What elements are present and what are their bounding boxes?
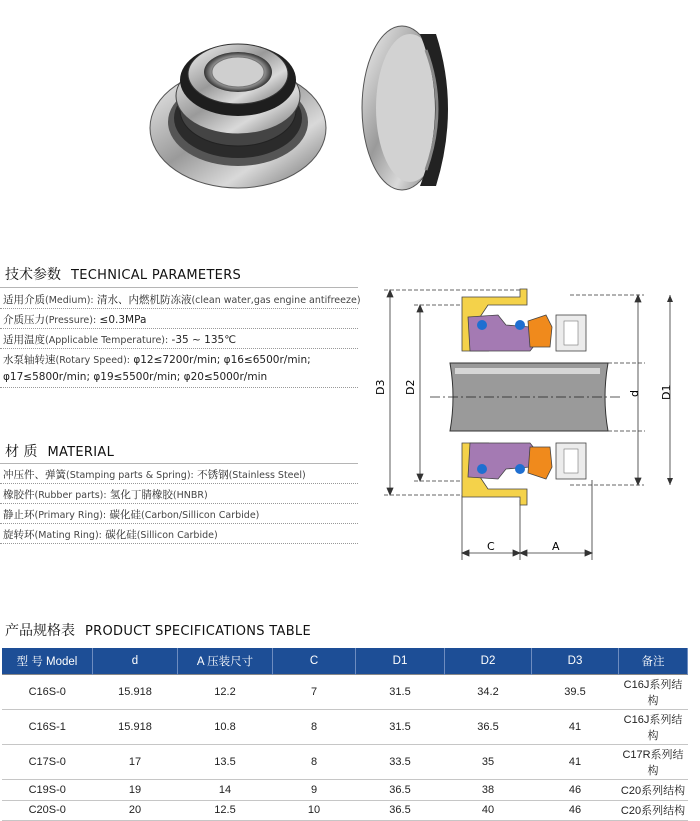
cell: 8 <box>273 710 356 745</box>
col-note: 备注 <box>619 648 688 675</box>
param-value: φ17≤5800r/min; φ19≤5500r/min; φ20≤5000r/min <box>3 371 268 383</box>
cell: 46 <box>532 800 619 821</box>
divider <box>0 308 358 309</box>
cell: 35 <box>445 745 532 780</box>
col-d: d <box>93 648 178 675</box>
material-title-cn: 材 质 <box>5 444 38 460</box>
material-label-en: (Rubber parts): <box>34 490 107 501</box>
spec-section-title <box>5 620 311 640</box>
material-value-en: (Sillicon Carbide) <box>136 530 218 541</box>
cell: C20系列结构 <box>619 800 688 821</box>
technical-title-en: TECHNICAL PARAMETERS <box>71 268 242 283</box>
cell: C16J系列结构 <box>619 710 688 745</box>
cell: 41 <box>532 710 619 745</box>
label-d2: D2 <box>404 379 417 395</box>
table-row <box>2 800 688 821</box>
cell: C20系列结构 <box>619 780 688 801</box>
param-value: 清水、内燃机防冻液 <box>93 294 192 306</box>
material-value-en: (HNBR) <box>172 490 208 501</box>
col-d3: D3 <box>532 648 619 675</box>
label-d: d <box>628 390 641 397</box>
spec-title-en: PRODUCT SPECIFICATIONS TABLE <box>85 624 311 639</box>
material-label-en: (Mating Ring): <box>34 530 102 541</box>
cell: 15.918 <box>93 710 178 745</box>
col-d2: D2 <box>445 648 532 675</box>
material-label: 橡胶件 <box>3 489 35 501</box>
param-value: φ12≤7200r/min; φ16≤6500r/min; <box>129 354 311 366</box>
material-label: 旋转环 <box>3 529 35 541</box>
material-value-en: (Stainless Steel) <box>228 470 306 481</box>
material-label: 静止环 <box>3 509 35 521</box>
table-row <box>2 675 688 710</box>
cell: 31.5 <box>356 710 445 745</box>
material-title-en: MATERIAL <box>47 445 115 460</box>
cell: 12.5 <box>178 800 273 821</box>
cell: C16S-0 <box>2 675 93 710</box>
col-model: 型 号 Model <box>2 648 93 675</box>
divider <box>0 523 358 524</box>
param-value: ≤0.3MPa <box>96 314 147 326</box>
col-a: A 压装尺寸 <box>178 648 273 675</box>
divider <box>0 503 358 504</box>
cell: 17 <box>93 745 178 780</box>
cell: 13.5 <box>178 745 273 780</box>
material-label-en: (Primary Ring): <box>34 510 107 521</box>
param-pressure <box>3 312 146 327</box>
material-value-en: (Carbon/Sillicon Carbide) <box>140 510 260 521</box>
material-label: 冲压件、弹簧 <box>3 469 66 481</box>
cell: C20S-0 <box>2 800 93 821</box>
cell: 15.918 <box>93 675 178 710</box>
divider <box>0 463 358 464</box>
cell: 34.2 <box>445 675 532 710</box>
table-row <box>2 710 688 745</box>
material-stamping <box>3 467 306 482</box>
cell: 41 <box>532 745 619 780</box>
cell: 46 <box>532 780 619 801</box>
param-label: 适用温度 <box>3 334 45 346</box>
material-section-title <box>5 441 114 461</box>
param-value: -35 ~ 135℃ <box>168 334 237 346</box>
cell: 36.5 <box>445 710 532 745</box>
material-mating-ring <box>3 527 218 542</box>
table-header-row <box>2 648 688 675</box>
param-label: 水泵轴转速 <box>3 354 56 366</box>
cell: 19 <box>93 780 178 801</box>
cell: 36.5 <box>356 800 445 821</box>
param-label-en: (Pressure): <box>45 315 97 326</box>
material-primary-ring <box>3 507 259 522</box>
material-value: 不锈钢 <box>193 469 229 481</box>
divider <box>0 328 358 329</box>
cell: 38 <box>445 780 532 801</box>
divider <box>0 483 358 484</box>
param-label: 介质压力 <box>3 314 45 326</box>
cell: 7 <box>273 675 356 710</box>
cell: 12.2 <box>178 675 273 710</box>
table-row <box>2 745 688 780</box>
param-label-en: (Rotary Speed): <box>55 355 130 366</box>
cell: C17S-0 <box>2 745 93 780</box>
material-value: 碳化硅 <box>101 529 137 541</box>
param-speed <box>3 352 311 367</box>
divider <box>0 287 358 288</box>
label-c: C <box>487 540 495 553</box>
cell: C17R系列结构 <box>619 745 688 780</box>
table-row <box>2 780 688 801</box>
cell: 33.5 <box>356 745 445 780</box>
technical-section-title <box>5 264 241 284</box>
cross-section-diagram <box>370 285 690 570</box>
param-medium <box>3 292 361 307</box>
cell: C19S-0 <box>2 780 93 801</box>
material-value: 氢化丁腈橡胶 <box>106 489 173 501</box>
param-label: 适用介质 <box>3 294 45 306</box>
divider <box>0 543 358 544</box>
cell: C16S-1 <box>2 710 93 745</box>
cell: 10.8 <box>178 710 273 745</box>
col-d1: D1 <box>356 648 445 675</box>
param-label-en: (Medium): <box>45 295 94 306</box>
material-value: 碳化硅 <box>106 509 141 521</box>
divider <box>0 348 358 349</box>
seal-front-photo <box>120 10 450 210</box>
cell: 39.5 <box>532 675 619 710</box>
cell: 8 <box>273 745 356 780</box>
label-d3: D3 <box>374 379 387 395</box>
cell: C16J系列结构 <box>619 675 688 710</box>
param-speed-cont <box>3 371 267 383</box>
cell: 36.5 <box>356 780 445 801</box>
param-value-en: (clean water,gas engine antifreeze) <box>191 295 361 306</box>
material-label-en: (Stamping parts & Spring): <box>66 470 194 481</box>
spec-table <box>2 648 688 821</box>
divider <box>0 387 358 388</box>
cell: 20 <box>93 800 178 821</box>
cell: 14 <box>178 780 273 801</box>
material-rubber <box>3 487 208 502</box>
technical-title-cn: 技术参数 <box>5 267 61 283</box>
label-d1: D1 <box>660 384 673 400</box>
col-c: C <box>273 648 356 675</box>
cell: 40 <box>445 800 532 821</box>
cell: 9 <box>273 780 356 801</box>
cell: 10 <box>273 800 356 821</box>
spec-title-cn: 产品规格表 <box>5 623 75 639</box>
param-label-en: (Applicable Temperature): <box>45 335 169 346</box>
label-a: A <box>552 540 560 553</box>
cell: 31.5 <box>356 675 445 710</box>
param-temperature <box>3 332 236 347</box>
